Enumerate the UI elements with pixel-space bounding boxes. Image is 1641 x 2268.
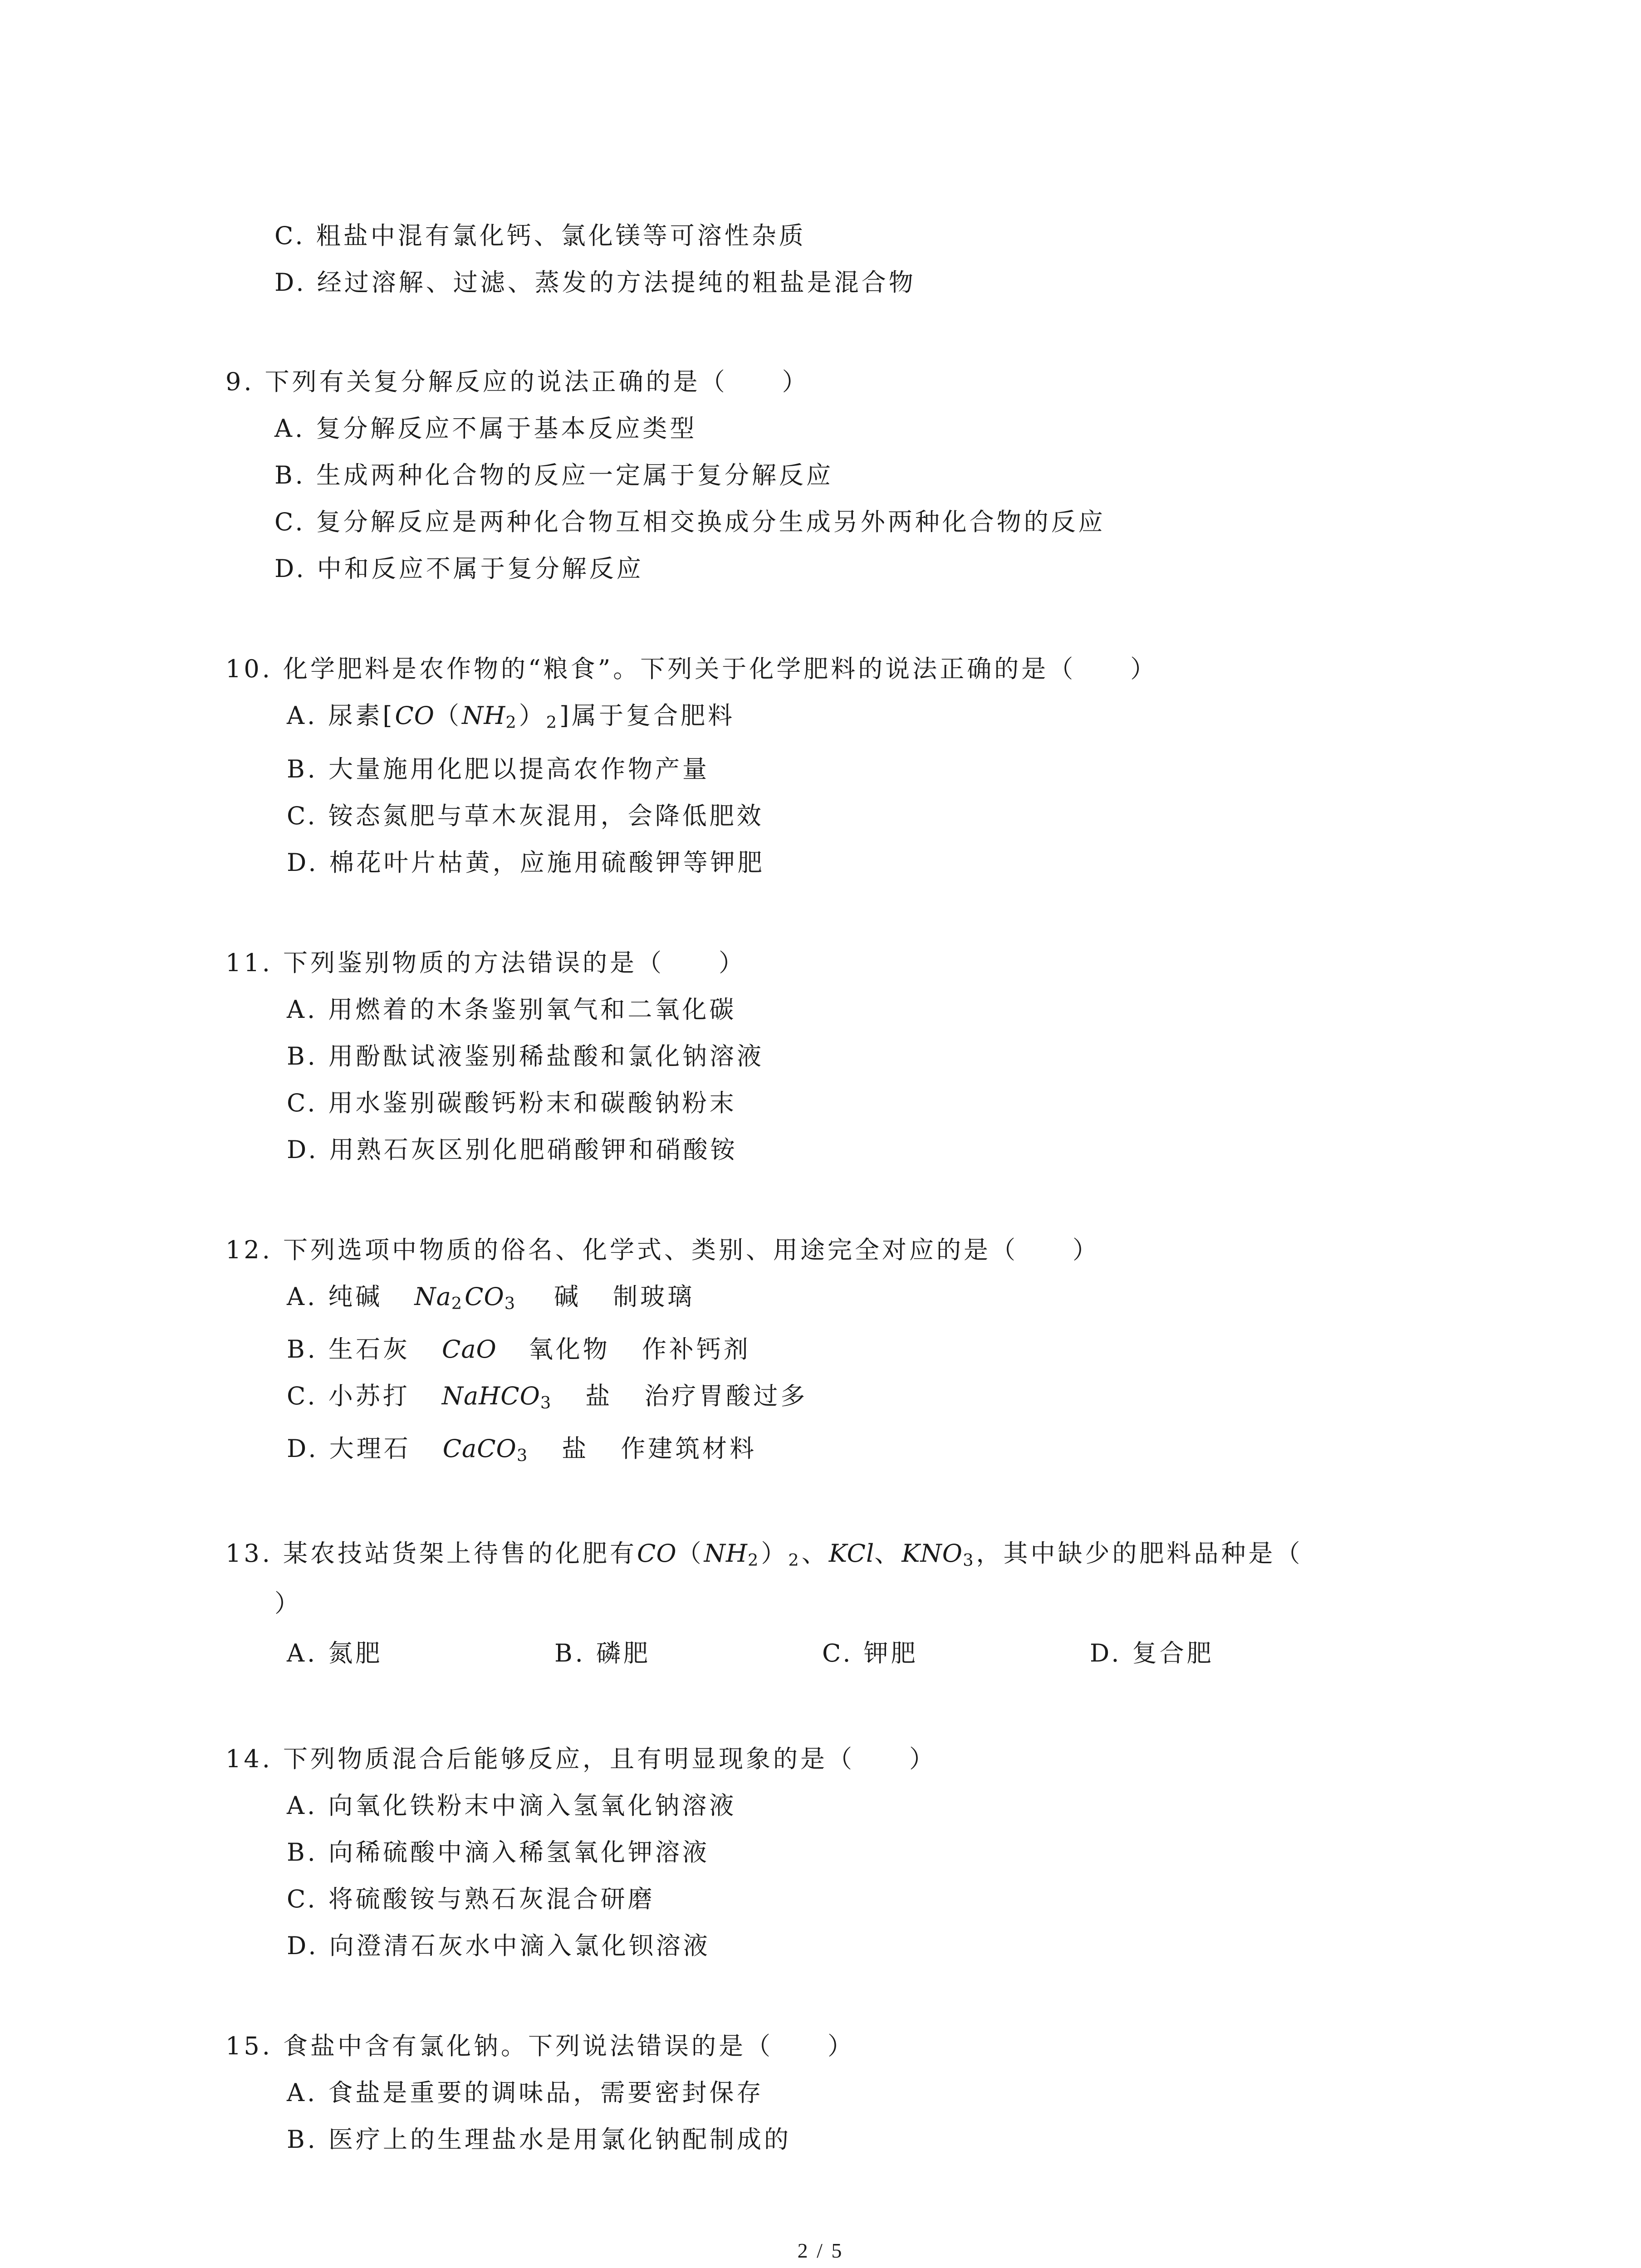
q10-sub-1: 2 — [505, 713, 519, 733]
q13-stem — [225, 1538, 1303, 1569]
q11-option-d: D. 用熟石灰区别化肥硝酸钾和硝酸铵 — [287, 1135, 738, 1164]
q13-sep-2: 、 — [874, 1539, 902, 1568]
q12-option-b — [287, 1334, 751, 1365]
q12-c-formula: NaHCO — [441, 1382, 540, 1410]
q10-paren-open: （ — [435, 701, 462, 730]
q14-option-b: B. 向稀硫酸中滴入稀氢氧化钾溶液 — [287, 1838, 710, 1867]
q9-option-b: B. 生成两种化合物的反应一定属于复分解反应 — [274, 461, 834, 489]
q12-a-formula-na: Na — [414, 1282, 451, 1311]
q13-sub-2: 2 — [788, 1550, 802, 1570]
q11-option-c: C. 用水鉴别碳酸钙粉末和碳酸钠粉末 — [287, 1089, 737, 1117]
q10-option-a — [287, 700, 735, 732]
q10-paren-close: ） — [519, 701, 546, 730]
q12-option-d — [287, 1433, 757, 1465]
q12-option-c — [287, 1380, 808, 1412]
q13-option-c: C. 钾肥 — [822, 1639, 918, 1667]
q14-stem: 14. 下列物质混合后能够反应，且有明显现象的是（ ） — [225, 1745, 937, 1773]
q14-option-c: C. 将硫酸铵与熟石灰混合研磨 — [287, 1885, 655, 1913]
page-number: 2 / 5 — [797, 2239, 844, 2262]
q10-formula-nh: NH — [462, 701, 506, 730]
q13-stem-close: ） — [274, 1589, 302, 1618]
q13-sub-1: 2 — [747, 1550, 761, 1570]
q13-sub-3: 3 — [963, 1550, 976, 1570]
q12-a-use: 制玻璃 — [613, 1282, 695, 1311]
q13-paren-open: （ — [676, 1539, 704, 1568]
q14-option-a: A. 向氧化铁粉末中滴入氢氧化钠溶液 — [287, 1791, 737, 1820]
q13-stem-end: ，其中缺少的肥料品种是（ — [976, 1539, 1303, 1568]
q13-option-a: A. 氮肥 — [287, 1639, 383, 1667]
q12-stem: 12. 下列选项中物质的俗名、化学式、类别、用途完全对应的是（ ） — [225, 1236, 1100, 1264]
q10-option-d: D. 棉花叶片枯黄，应施用硫酸钾等钾肥 — [287, 848, 765, 877]
q12-d-name: D. 大理石 — [287, 1434, 411, 1463]
q11-option-a: A. 用燃着的木条鉴别氧气和二氧化碳 — [287, 995, 737, 1024]
q9-option-a: A. 复分解反应不属于基本反应类型 — [274, 414, 697, 443]
q12-d-formula: CaCO — [442, 1434, 517, 1463]
q12-b-use: 作补钙剂 — [642, 1335, 751, 1364]
q12-b-name: B. 生石灰 — [287, 1335, 411, 1364]
q12-d-type: 盐 — [562, 1434, 589, 1463]
q12-d-sub: 3 — [516, 1446, 530, 1466]
q13-formula-co: CO — [637, 1539, 677, 1568]
q12-a-sub-1: 2 — [451, 1294, 465, 1314]
q9-stem: 9. 下列有关复分解反应的说法正确的是（ ） — [225, 367, 809, 396]
q10-option-b: B. 大量施用化肥以提高农作物产量 — [287, 755, 710, 783]
q12-a-formula-co: CO — [465, 1282, 505, 1311]
q11-stem: 11. 下列鉴别物质的方法错误的是（ ） — [225, 948, 746, 977]
q12-option-a — [287, 1281, 695, 1313]
q13-option-d: D. 复合肥 — [1090, 1639, 1214, 1667]
q13-option-b: B. 磷肥 — [554, 1639, 651, 1667]
q12-c-type: 盐 — [585, 1382, 613, 1410]
q10-stem: 10. 化学肥料是农作物的“粮食”。下列关于化学肥料的说法正确的是（ ） — [225, 655, 1158, 683]
q10-sub-2: 2 — [546, 713, 560, 733]
q13-paren-close: ） — [761, 1539, 789, 1568]
q13-formula-kcl: KCl — [828, 1539, 875, 1568]
q12-c-sub: 3 — [540, 1393, 554, 1413]
q10-option-c: C. 铵态氮肥与草木灰混用，会降低肥效 — [287, 802, 764, 830]
q9-option-c: C. 复分解反应是两种化合物互相交换成分生成另外两种化合物的反应 — [274, 508, 1106, 536]
q12-c-name: C. 小苏打 — [287, 1382, 410, 1410]
q12-a-sub-2: 3 — [504, 1294, 518, 1314]
q15-option-b: B. 医疗上的生理盐水是用氯化钠配制成的 — [287, 2125, 792, 2154]
q12-b-formula: CaO — [442, 1335, 497, 1364]
q10-option-a-label: A. 尿素[ — [287, 701, 395, 730]
q15-option-a: A. 食盐是重要的调味品，需要密封保存 — [287, 2078, 764, 2107]
q12-c-use: 治疗胃酸过多 — [644, 1382, 808, 1410]
q13-formula-kno: KNO — [901, 1539, 963, 1568]
q12-a-name: A. 纯碱 — [287, 1282, 383, 1311]
q10-formula-co: CO — [395, 701, 435, 730]
q15-stem: 15. 食盐中含有氯化钠。下列说法错误的是（ ） — [225, 2032, 855, 2060]
q12-d-use: 作建筑材料 — [621, 1434, 757, 1463]
q12-b-type: 氧化物 — [528, 1335, 610, 1364]
q10-option-a-tail: ]属于复合肥料 — [559, 701, 735, 730]
q11-option-b: B. 用酚酞试液鉴别稀盐酸和氯化钠溶液 — [287, 1042, 764, 1070]
q13-formula-nh: NH — [704, 1539, 748, 1568]
q8-option-c: C. 粗盐中混有氯化钙、氯化镁等可溶性杂质 — [274, 221, 806, 250]
q8-option-d: D. 经过溶解、过滤、蒸发的方法提纯的粗盐是混合物 — [274, 268, 916, 297]
q13-sep-1: 、 — [801, 1539, 829, 1568]
q13-stem-start: 13. 某农技站货架上待售的化肥有 — [225, 1539, 637, 1568]
q12-a-type: 碱 — [554, 1282, 582, 1311]
q14-option-d: D. 向澄清石灰水中滴入氯化钡溶液 — [287, 1931, 710, 1960]
q9-option-d: D. 中和反应不属于复分解反应 — [274, 554, 644, 583]
